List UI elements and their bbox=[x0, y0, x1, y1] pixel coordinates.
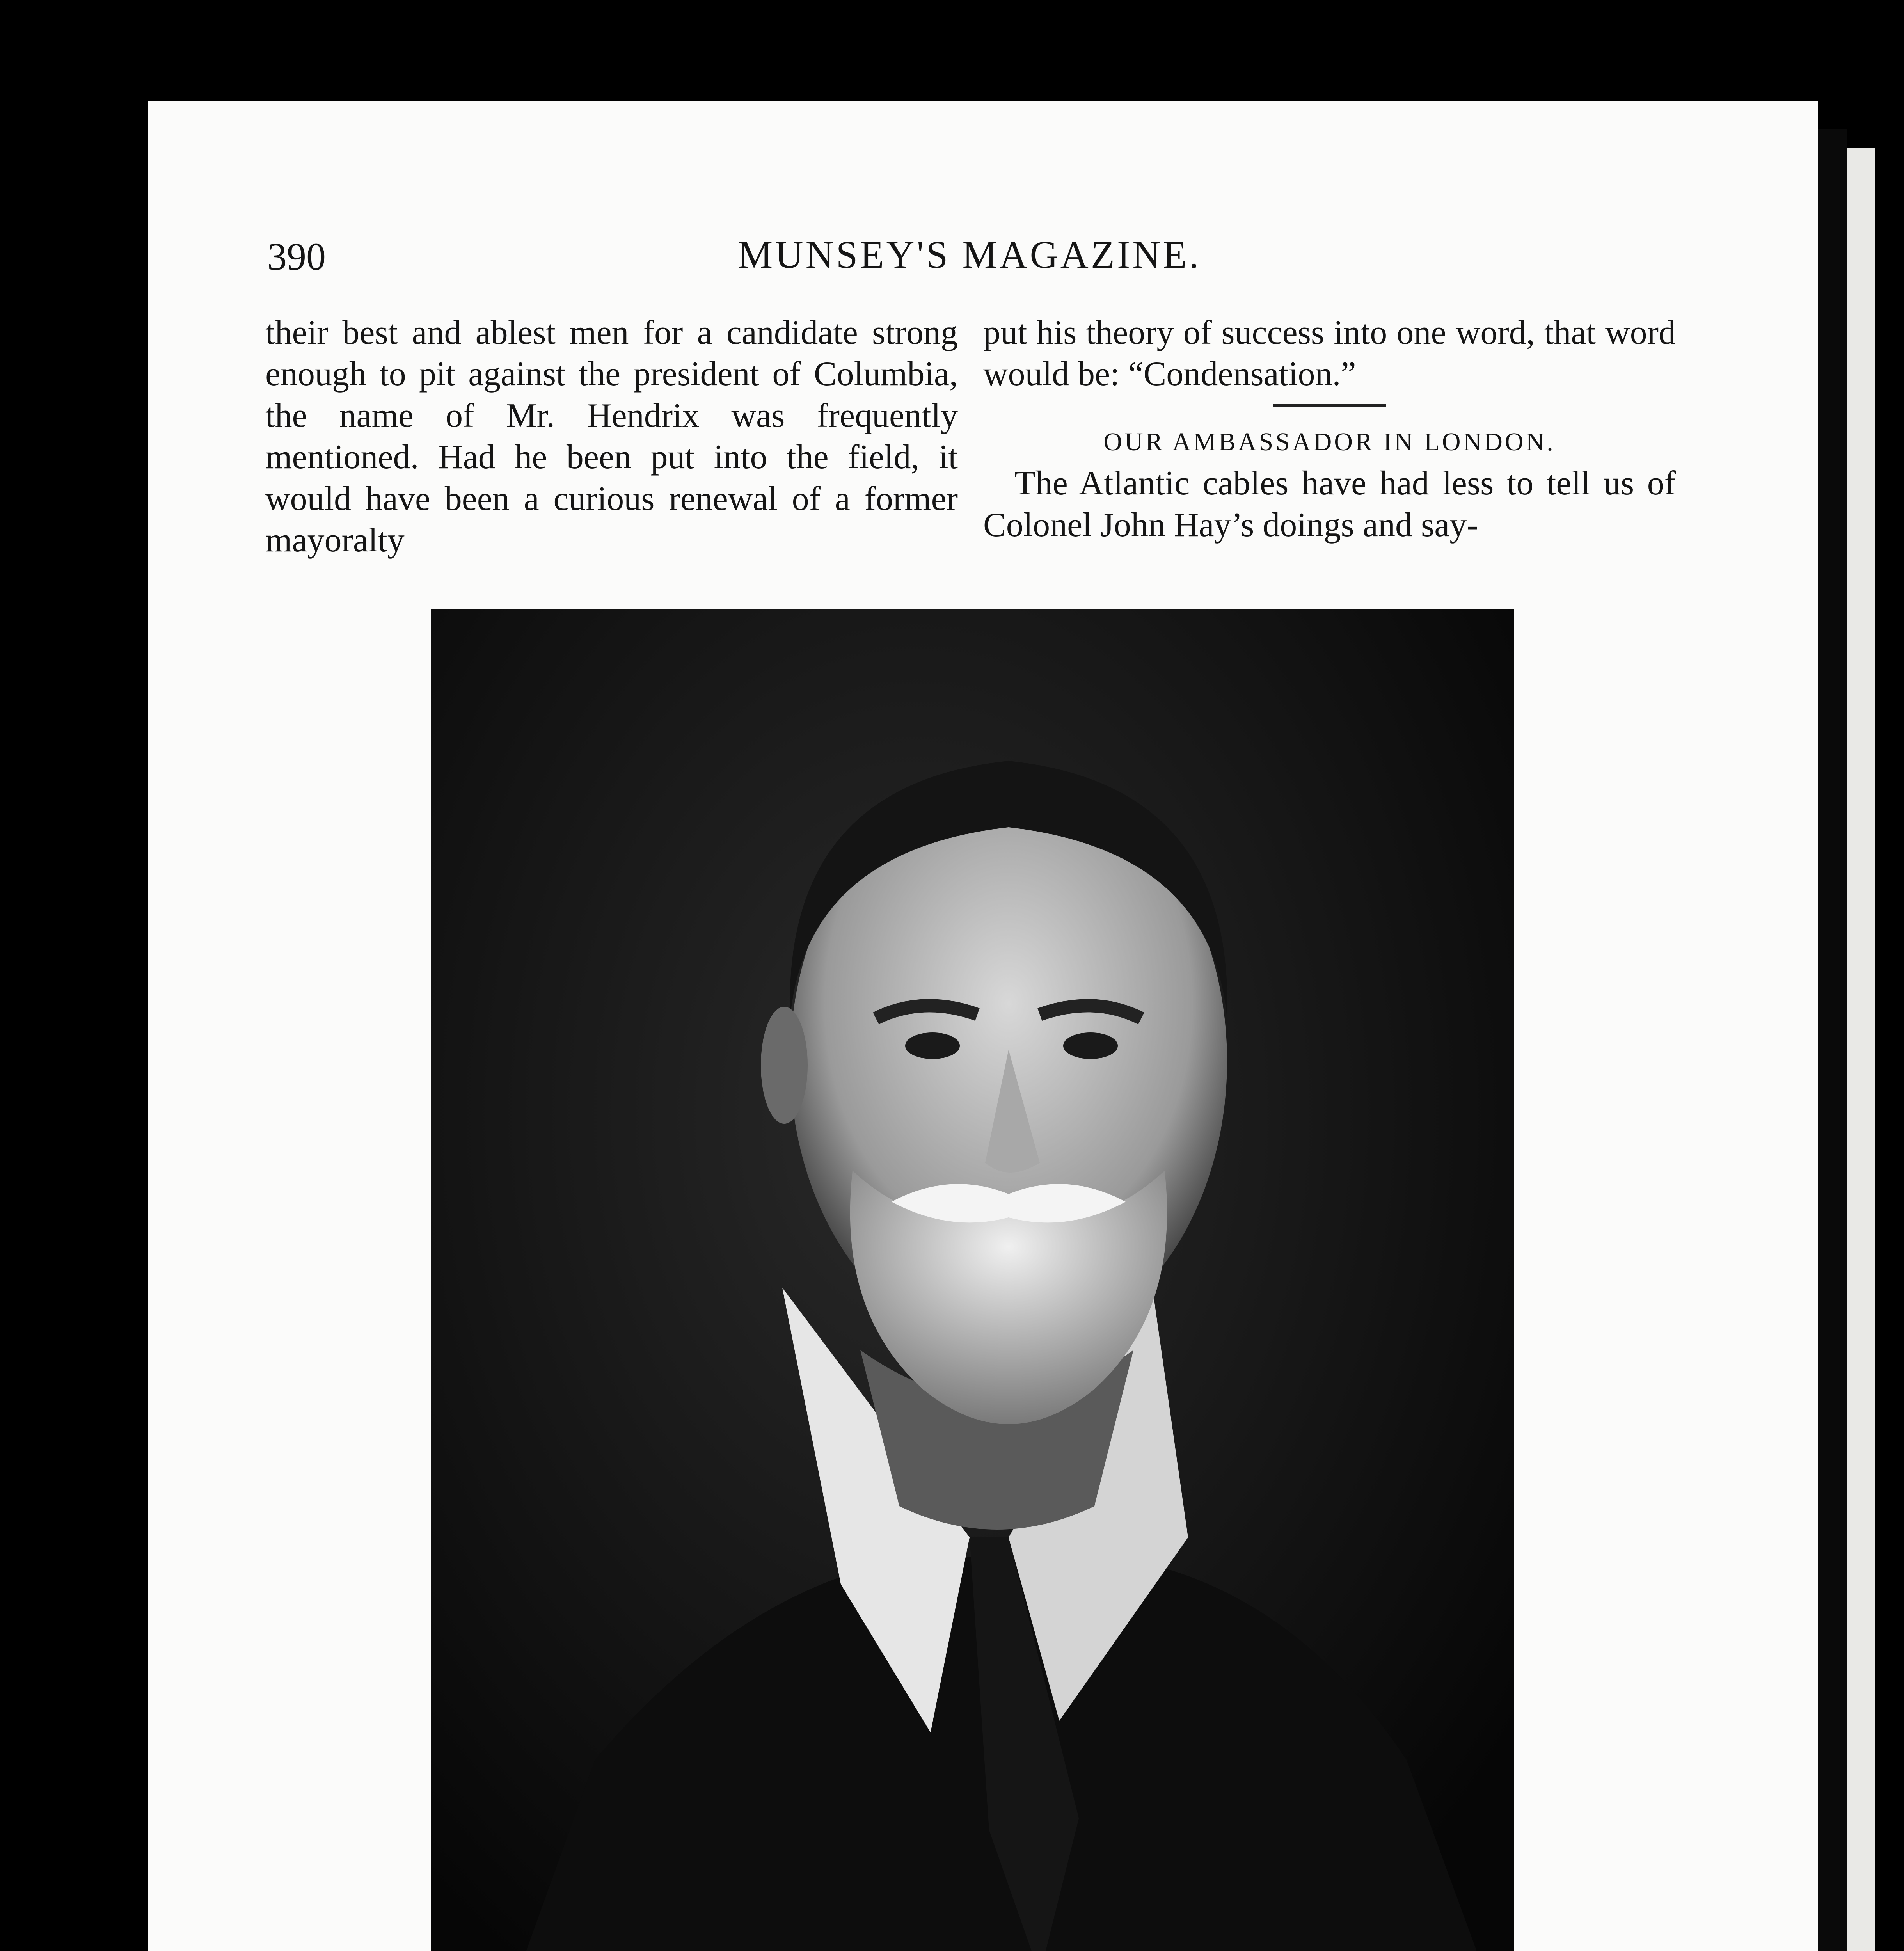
column-top-right bbox=[983, 312, 1676, 546]
section-heading: OUR AMBASSADOR IN LONDON. bbox=[1103, 427, 1556, 456]
column-top-left bbox=[265, 312, 958, 561]
section-rule bbox=[1273, 404, 1386, 407]
paragraph: their best and ablest men for a candidate strong enough to pit against the president of Columbia, the name of Mr. Hendrix was frequently mentioned. Had he been put into the field, it would have been a curious renewal of a former mayoralty bbox=[265, 314, 958, 560]
book-spine bbox=[1818, 129, 1847, 1951]
paragraph: put his theory of success into one word, that word would be: “Condensation.” bbox=[983, 314, 1676, 393]
portrait-photograph bbox=[431, 609, 1514, 1951]
facing-page-edge bbox=[1847, 148, 1875, 1951]
paragraph: The Atlantic cables have had less to tell us of Colonel John Hay’s doings and say- bbox=[983, 464, 1676, 544]
portrait-image bbox=[431, 609, 1514, 1951]
page-number: 390 bbox=[267, 235, 326, 278]
running-head: MUNSEY'S MAGAZINE. bbox=[738, 233, 1201, 276]
